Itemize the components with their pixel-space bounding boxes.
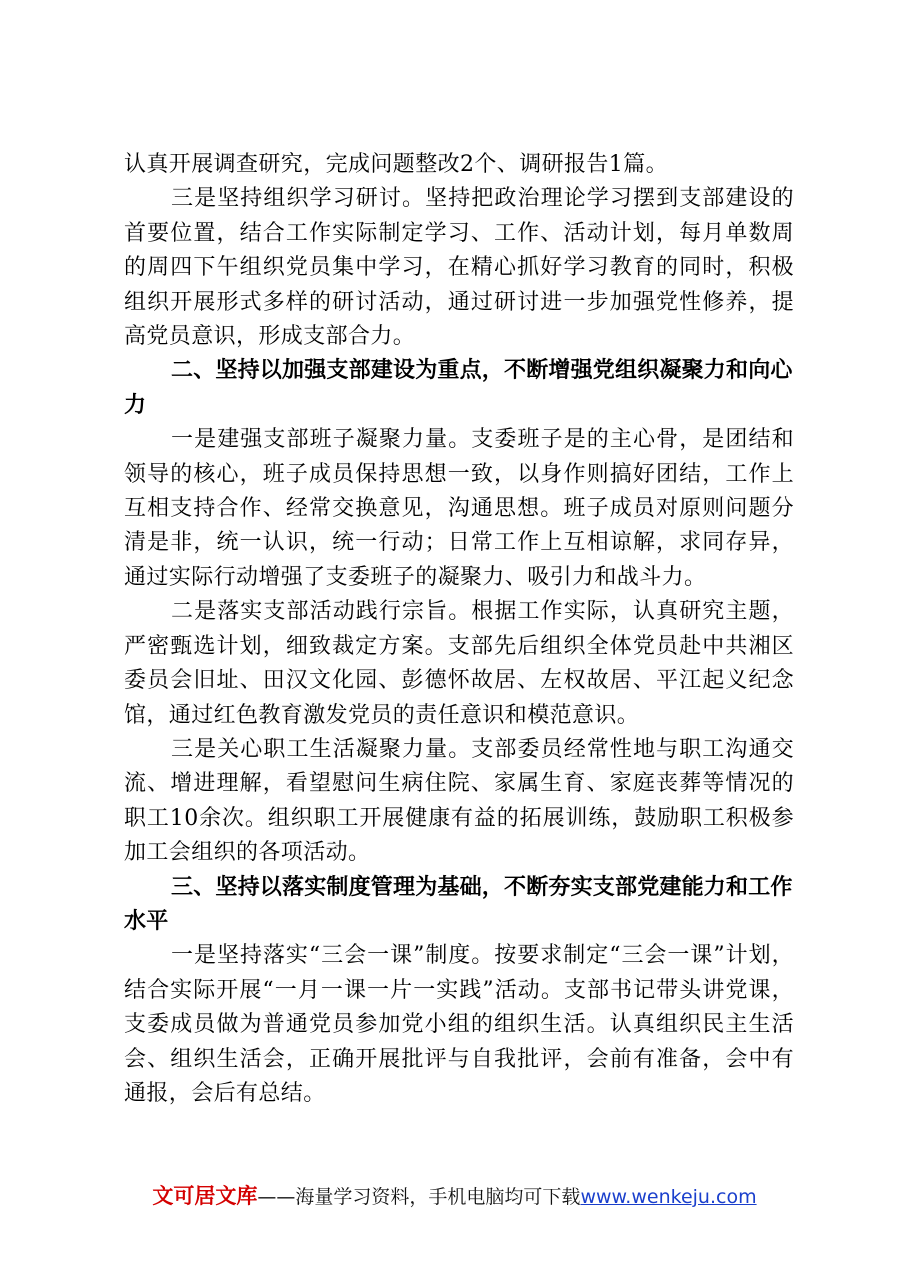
paragraph-continuation: 认真开展调查研究，完成问题整改2个、调研报告1篇。 (124, 152, 668, 177)
paragraph-team-building: 一是建强支部班子凝聚力量。支委班子是的主心骨，是团结和领导的核心，班子成员保持思想一致，以身作则搞好团结，工作上互相支持合作、经常交换意见，沟通思想。班子成员对原则问题分清是非，统一认识，统一行动；日常工作上互相谅解，求同存异，通过实际行动增强了支委班子的凝聚力、吸引力和战斗力。 (124, 427, 794, 590)
footer-link[interactable]: www.wenkeju.com (580, 1186, 757, 1208)
footer-banner (0, 1180, 909, 1210)
section-heading-two: 二、坚持以加强支部建设为重点，不断增强党组织凝聚力和向心力 (124, 358, 793, 418)
footer-tagline: ——海量学习资料，手机电脑均可下载 (257, 1186, 581, 1208)
document-body (124, 148, 794, 1111)
paragraph-staff-care: 三是关心职工生活凝聚力量。支部委员经常性地与职工沟通交流、增进理解，看望慰问生病住院、家属生育、家庭丧葬等情况的职工10余次。组织职工开展健康有益的拓展训练，鼓励职工积极参加工会组织的各项活动。 (124, 736, 794, 866)
paragraph-three-meetings: 一是坚持落实“三会一课”制度。按要求制定“三会一课”计划，结合实际开展“一月一课一片一实践”活动。支部书记带头讲党课，支委成员做为普通党员参加党小组的组织生活。认真组织民主生活会、组织生活会，正确开展批评与自我批评，会前有准备，会中有通报，会后有总结。 (124, 943, 794, 1106)
section-heading-three: 三、坚持以落实制度管理为基础，不断夯实支部党建能力和工作水平 (124, 874, 793, 934)
paragraph-branch-activities: 二是落实支部活动践行宗旨。根据工作实际，认真研究主题，严密甄选计划，细致裁定方案。支部先后组织全体党员赴中共湘区委员会旧址、田汉文化园、彭德怀故居、左权故居、平江起义纪念馆，通过红色教育激发党员的责任意识和模范意识。 (124, 599, 794, 728)
paragraph-study-discussion: 三是坚持组织学习研讨。坚持把政治理论学习摆到支部建设的首要位置，结合工作实际制定学习、工作、活动计划，每月单数周的周四下午组织党员集中学习，在精心抓好学习教育的同时，积极组织开展形式多样的研讨活动，通过研讨进一步加强党性修养，提高党员意识，形成支部合力。 (124, 186, 794, 350)
footer-brand: 文可居文库 (152, 1184, 258, 1208)
